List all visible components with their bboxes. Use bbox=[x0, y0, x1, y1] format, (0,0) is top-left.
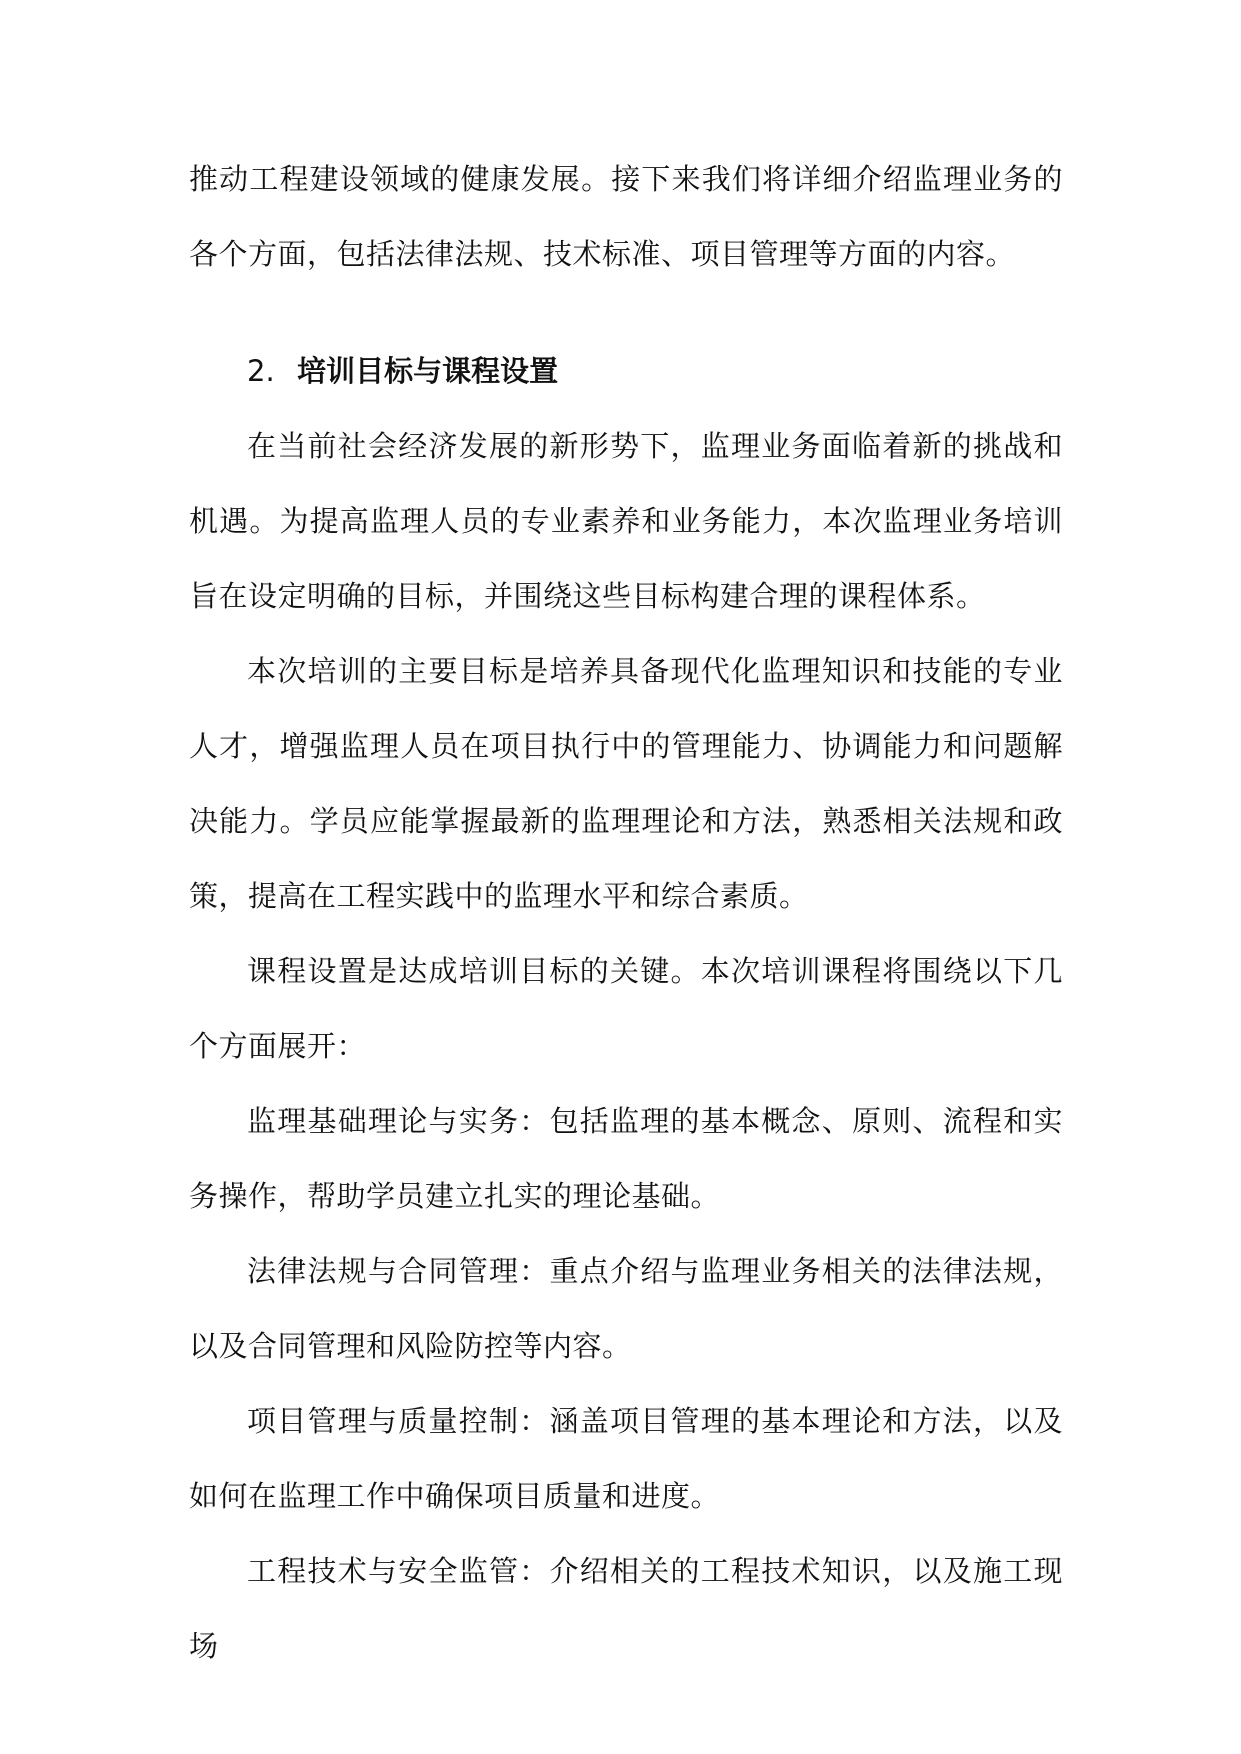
paragraph-objectives: 本次培训的主要目标是培养具备现代化监理知识和技能的专业人才，增强监理人员在项目执行中的管理能力、协调能力和问题解决能力。学员应能掌握最新的监理理论和方法，熟悉相关法规和政策，提高在工程实践中的监理水平和综合素质。 bbox=[189, 654, 1063, 913]
paragraph-course-basics: 监理基础理论与实务：包括监理的基本概念、原则、流程和实务操作，帮助学员建立扎实的理论基础。 bbox=[189, 1104, 1063, 1213]
paragraph-course-project: 项目管理与质量控制：涵盖项目管理的基本理论和方法，以及如何在监理工作中确保项目质量和进度。 bbox=[189, 1404, 1063, 1513]
section-number: 2. bbox=[247, 354, 275, 388]
paragraph-course-engineering: 工程技术与安全监管：介绍相关的工程技术知识，以及施工现场 bbox=[189, 1554, 1063, 1663]
paragraph-context: 在当前社会经济发展的新形势下，监理业务面临着新的挑战和机遇。为提高监理人员的专业素养和业务能力，本次监理业务培训旨在设定明确的目标，并围绕这些目标构建合理的课程体系。 bbox=[189, 429, 1063, 613]
document-body bbox=[189, 142, 1063, 1684]
section-title: 培训目标与课程设置 bbox=[297, 354, 559, 388]
paragraph-intro-continuation: 推动工程建设领域的健康发展。接下来我们将详细介绍监理业务的各个方面，包括法律法规、技术标准、项目管理等方面的内容。 bbox=[189, 162, 1063, 271]
paragraph-curriculum-intro: 课程设置是达成培训目标的关键。本次培训课程将围绕以下几个方面展开： bbox=[189, 954, 1063, 1063]
paragraph-course-law: 法律法规与合同管理：重点介绍与监理业务相关的法律法规，以及合同管理和风险防控等内容。 bbox=[189, 1254, 1063, 1363]
section-heading bbox=[189, 334, 1063, 409]
